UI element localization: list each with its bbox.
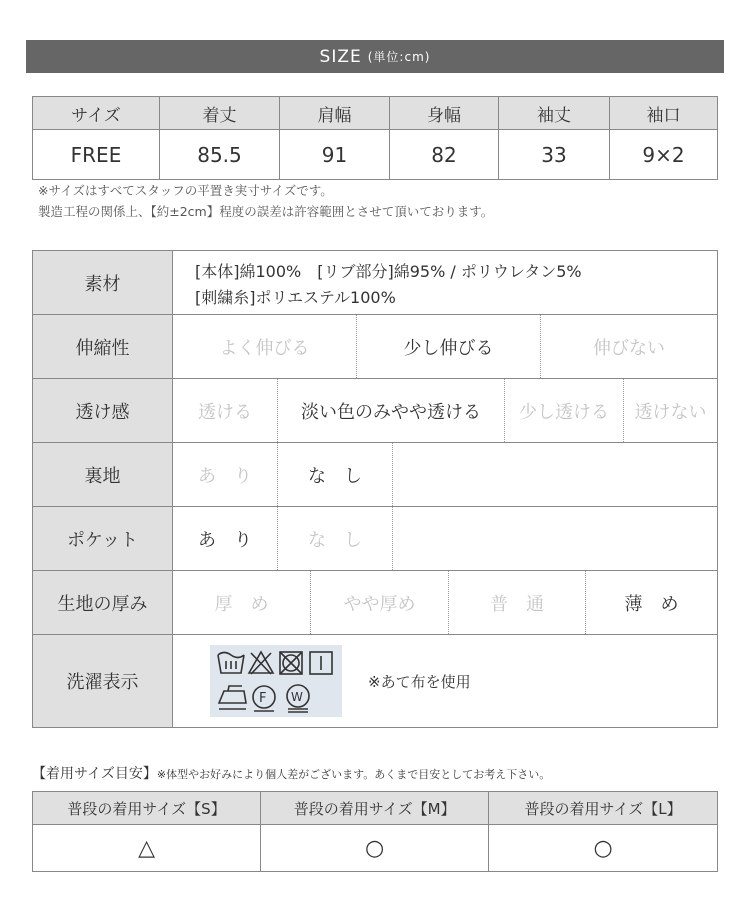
material-line: [本体]綿100% [リブ部分]綿95% / ポリウレタン5% [195,262,582,281]
laundry-symbols-row1 [216,649,340,677]
spec-row-laundry [33,634,717,727]
fit-value-cell: ○ [489,825,718,872]
spec-label: 生地の厚み [33,571,173,634]
fit-header-cell: 普段の着用サイズ【M】 [261,792,489,825]
stretch-option: 伸びない [593,337,665,359]
material-line: [刺繍糸]ポリエステル100% [195,288,396,307]
spec-row-pocket [33,506,717,570]
no-bleach-icon [249,652,273,674]
dry-clean-f-icon [253,686,275,711]
measurement-notes [38,180,493,222]
spec-row-material [33,251,717,314]
thickness-option: 厚 め [173,571,311,634]
size-header-cell: 袖口 [610,97,718,130]
material-text [173,251,582,314]
spec-label: 洗濯表示 [33,635,173,727]
sheer-option: 透ける [173,379,278,442]
note-line: 製造工程の関係上、【約±2cm】程度の誤差は許容範囲とさせて頂いております。 [38,204,494,219]
size-value-cell: 82 [390,130,499,180]
size-header-cell: 着丈 [160,97,280,130]
svg-text:W: W [291,690,303,704]
no-tumble-dry-icon [280,652,302,674]
wet-clean-w-icon [287,685,309,712]
size-header-cell: 袖丈 [499,97,610,130]
spec-label: 素材 [33,251,173,314]
thickness-option-selected: 薄 め [624,593,679,615]
spec-label: 伸縮性 [33,315,173,378]
spec-row-lining [33,442,717,506]
thickness-option: やや厚め [311,571,449,634]
size-header [26,40,724,73]
note-line: ※サイズはすべてスタッフの平置き実寸サイズです。 [38,183,333,198]
size-title: SIZE [319,46,362,67]
spec-row-sheer [33,378,717,442]
fit-title-text: 【着用サイズ目安】 [32,766,157,782]
blank-cell [393,443,717,506]
sheer-option: 少し透ける [505,379,624,442]
spec-table [32,250,718,728]
sheer-option: 透けない [634,401,707,423]
blank-cell [393,507,717,570]
spec-row-thickness [33,570,717,634]
size-unit: (単位:cm) [367,50,431,64]
fit-value-cell: ○ [261,825,489,872]
size-value-cell: 33 [499,130,610,180]
size-value-cell: 9×2 [610,130,718,180]
size-header-cell: 肩幅 [280,97,390,130]
fit-guide-title [32,763,550,783]
svg-text:F: F [259,691,267,706]
iron-icon [219,686,246,709]
laundry-note: ※あて布を使用 [368,672,471,691]
size-value-cell: 85.5 [160,130,280,180]
pocket-option-selected: あ り [173,507,278,570]
pocket-option: な し [278,507,393,570]
spec-row-stretch [33,314,717,378]
size-header-cell: 身幅 [390,97,499,130]
thickness-option: 普 通 [449,571,586,634]
fit-header-cell: 普段の着用サイズ【L】 [489,792,718,825]
line-dry-icon [310,652,332,674]
size-value-cell: FREE [33,130,160,180]
laundry-symbols-row2 [216,683,340,713]
spec-label: 裏地 [33,443,173,506]
stretch-option: よく伸びる [173,315,357,378]
fit-value-cell: △ [33,825,261,872]
spec-label: 透け感 [33,379,173,442]
fit-subtitle: ※体型やお好みにより個人差がございます。あくまで目安としてお考え下さい。 [156,768,551,781]
lining-option: あ り [173,443,278,506]
spec-label: ポケット [33,507,173,570]
size-table [32,96,718,180]
wash-tub-icon [218,653,244,674]
size-value-cell: 91 [280,130,390,180]
stretch-option-selected: 少し伸びる [357,315,541,378]
sheer-option-selected: 淡い色のみやや透ける [278,379,505,442]
laundry-symbols [210,645,342,717]
fit-table [32,791,718,872]
size-header-cell: サイズ [33,97,160,130]
lining-option-selected: な し [278,443,393,506]
fit-header-cell: 普段の着用サイズ【S】 [33,792,261,825]
